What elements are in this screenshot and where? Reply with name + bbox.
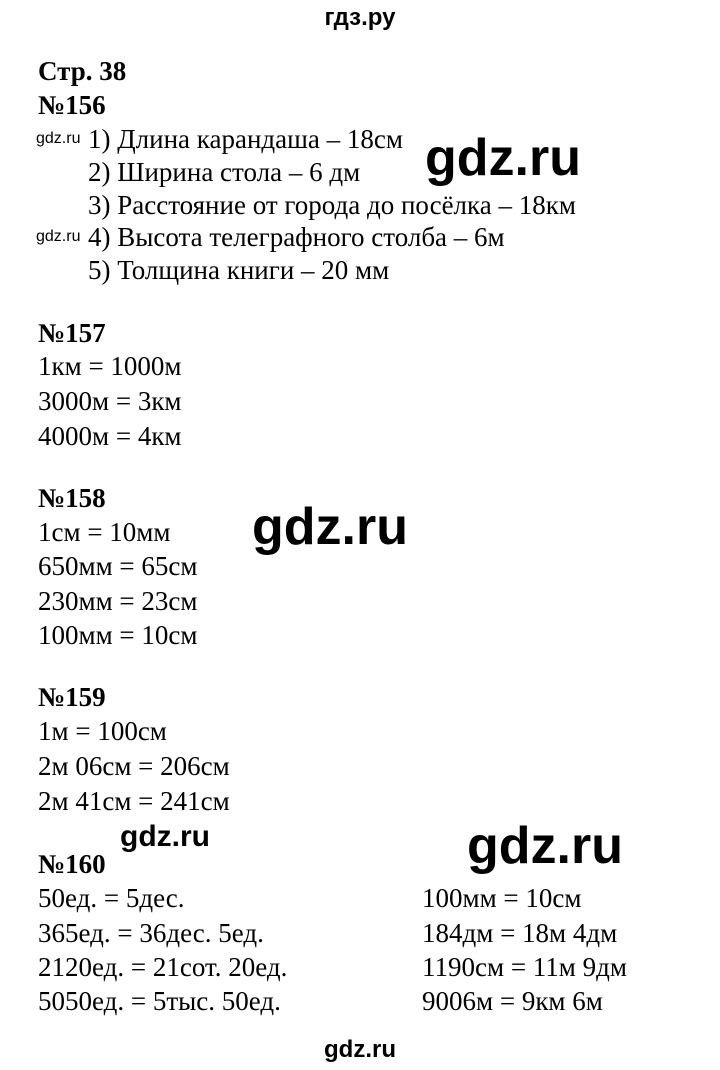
task-156-title: №156	[38, 90, 106, 120]
watermark-big: gdz.ru	[252, 498, 408, 556]
task-156-line-4: 4) Высота телеграфного столба – 6м	[88, 222, 505, 252]
task-160-left-line-4: 5050ед. = 5тыс. 50ед.	[38, 986, 281, 1016]
task-159-line-3: 2м 41см = 241см	[38, 786, 230, 816]
watermark-big: gdz.ru	[425, 129, 581, 187]
task-156-line-3: 3) Расстояние от города до посёлка – 18км	[88, 190, 576, 220]
task-159-title: №159	[38, 682, 106, 712]
task-160-left-line-3: 2120ед. = 21сот. 20ед.	[38, 952, 288, 982]
task-159-line-2: 2м 06см = 206см	[38, 751, 230, 781]
page-title: Стр. 38	[38, 56, 127, 86]
task-158-line-3: 230мм = 23см	[38, 586, 198, 616]
task-159-line-1: 1м = 100см	[38, 716, 167, 746]
task-160-right-line-4: 9006м = 9км 6м	[422, 986, 603, 1016]
task-160-title: №160	[38, 849, 106, 879]
task-156-line-2: 2) Ширина стола – 6 дм	[88, 157, 361, 187]
task-160-right-line-1: 100мм = 10см	[422, 883, 582, 913]
task-160-right-line-3: 1190см = 11м 9дм	[422, 952, 627, 982]
task-158-title: №158	[38, 483, 106, 513]
task-157-line-1: 1км = 1000м	[38, 351, 182, 381]
task-157-line-3: 4000м = 4км	[38, 421, 182, 451]
task-160-left-line-2: 365ед. = 36дес. 5ед.	[38, 918, 264, 948]
task-156-line-1: 1) Длина карандаша – 18см	[88, 124, 403, 154]
watermark-small: gdz.ru	[36, 228, 81, 245]
watermark-small: gdz.ru	[36, 130, 81, 147]
watermark-big: gdz.ru	[467, 817, 623, 875]
task-158-line-4: 100мм = 10см	[38, 620, 198, 650]
task-160-right-line-2: 184дм = 18м 4дм	[422, 918, 618, 948]
task-158-line-2: 650мм = 65см	[38, 551, 198, 581]
site-footer-label: gdz.ru	[324, 1036, 396, 1063]
task-160-left-line-1: 50ед. = 5дес.	[38, 883, 185, 913]
task-156-line-5: 5) Толщина книги – 20 мм	[88, 255, 390, 285]
task-158-line-1: 1см = 10мм	[38, 517, 171, 547]
task-157-line-2: 3000м = 3км	[38, 386, 182, 416]
watermark-medium: gdz.ru	[120, 820, 210, 853]
task-157-title: №157	[38, 318, 106, 348]
site-header-label: гдз.ру	[324, 4, 396, 31]
